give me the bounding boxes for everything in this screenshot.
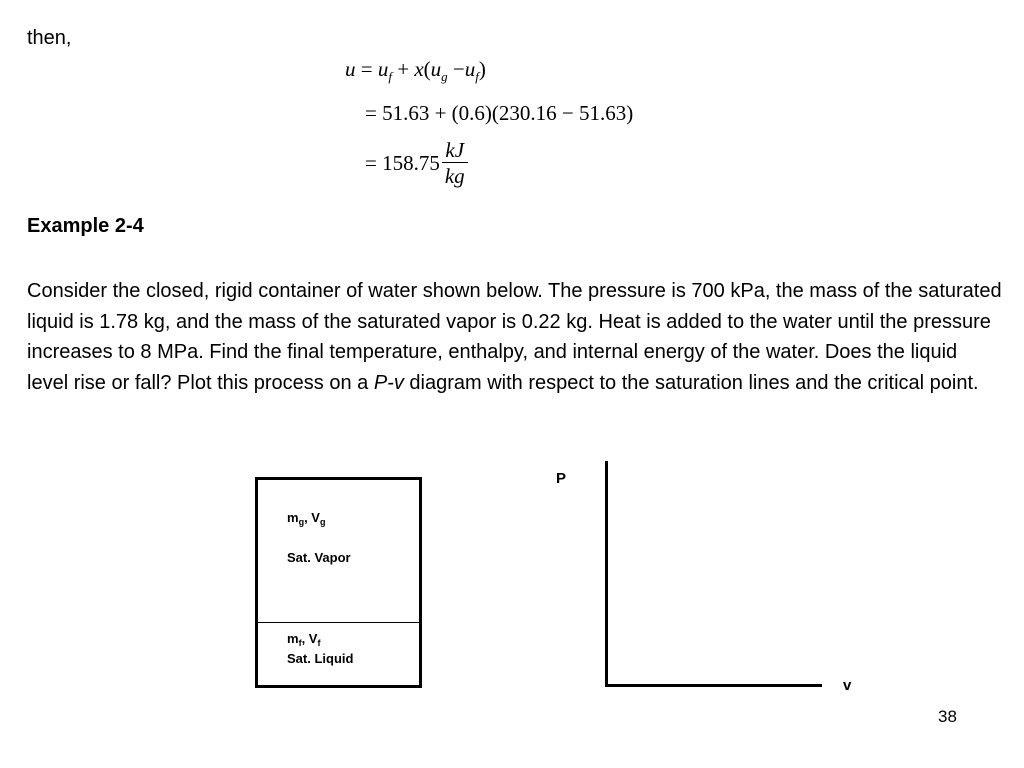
vapor-mass-volume-label: $m_g$, $V_g$	[287, 510, 326, 527]
example-heading: Example 2-4	[27, 215, 144, 237]
rigid-container-diagram	[255, 477, 422, 688]
pv-x-axis	[605, 684, 822, 687]
pv-italic: P-v	[373, 371, 404, 394]
pv-y-axis-label: P	[556, 470, 567, 487]
equation-line-2: = 51.63 + (0.6)(230.16 − 51.63)	[365, 101, 634, 125]
fraction-denominator: kg	[444, 164, 465, 188]
problem-statement: Consider the closed, rigid container of water shown below. The pressure is 700 kPa, the mass of the saturated liquid is 1.78 kg, and the mass of the saturated vapor is 0.22 kg. Heat is added to the water until the pressure increases to 8 MPa. Find the final temperature, enthalpy, and internal energy of the water. Does the liquid level rise or fall? Plot this process on a P-v diagram with respect to the saturation lines and the critical point.	[27, 280, 1002, 394]
liquid-vapor-interface	[258, 622, 419, 623]
page-number: 38	[938, 707, 957, 726]
equation-line-3: = 158.75 $\frac{kJ}{kg}$	[365, 138, 468, 189]
sat-liquid-label: Sat. Liquid	[287, 651, 354, 666]
sat-vapor-label: Sat. Vapor	[287, 550, 351, 565]
unit-fraction	[442, 138, 468, 189]
liquid-mass-volume-label: $m_f$, $V_f$	[287, 631, 321, 648]
pv-x-axis-label: v	[843, 677, 852, 694]
fraction-numerator: kJ	[442, 138, 468, 163]
equation-line-1: $u = u_f + x(u_g -u_f)$	[345, 57, 486, 84]
pv-y-axis	[605, 461, 608, 687]
intro-text: then,	[27, 27, 72, 49]
